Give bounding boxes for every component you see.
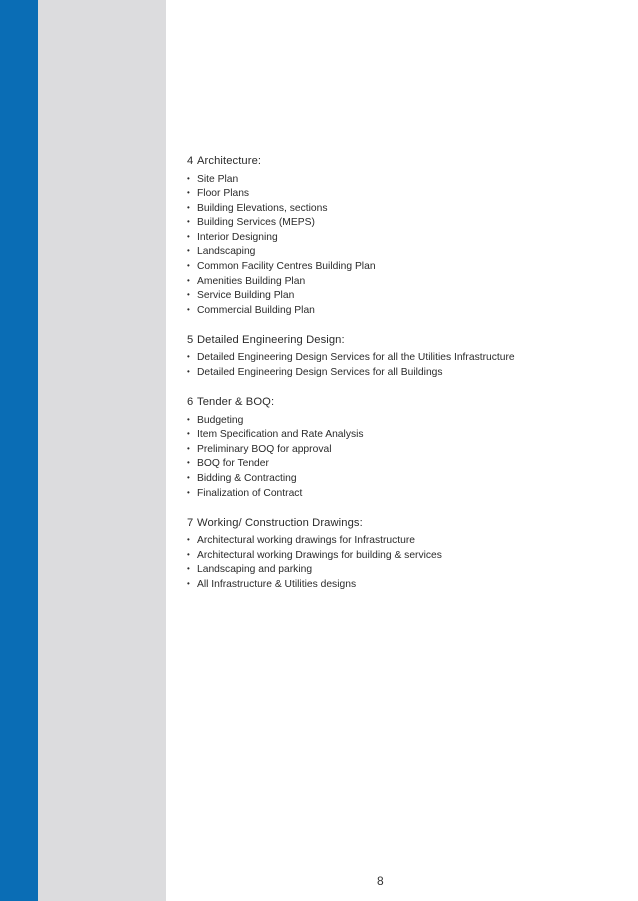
section-number: 4 <box>187 155 194 167</box>
list-item <box>187 487 607 502</box>
list-item <box>187 202 607 217</box>
list-item-text: Interior Designing <box>197 231 278 243</box>
list-item-text: Detailed Engineering Design Services for all Buildings <box>197 367 443 379</box>
left-accent-bar <box>0 0 38 901</box>
list-item-text: Commercial Building Plan <box>197 304 315 316</box>
bullet-icon: • <box>187 246 190 256</box>
section-title: Architecture: <box>197 155 262 167</box>
section-heading <box>187 333 607 348</box>
list-item-text: BOQ for Tender <box>197 458 269 470</box>
list-item-text: Budgeting <box>197 414 244 426</box>
list-item <box>187 304 607 319</box>
bullet-icon: • <box>187 304 190 314</box>
list-item <box>187 428 607 443</box>
list-item-text: Architectural working drawings for Infrastructure <box>197 535 416 547</box>
bullet-icon: • <box>187 275 190 285</box>
margin-band <box>38 0 166 901</box>
bullet-icon: • <box>187 367 190 377</box>
bullet-icon: • <box>187 549 190 559</box>
list-item <box>187 443 607 458</box>
list-item-text: Building Services (MEPS) <box>197 217 315 229</box>
list-item <box>187 216 607 231</box>
section-number: 6 <box>187 396 194 409</box>
list-item <box>187 351 607 366</box>
list-item-text: Finalization of Contract <box>197 487 303 499</box>
section-title: Tender & BOQ: <box>197 396 275 409</box>
list-item <box>187 275 607 290</box>
list-item <box>187 173 607 188</box>
section-title: Detailed Engineering Design: <box>197 333 345 346</box>
list-item <box>187 187 607 202</box>
bullet-icon: • <box>187 458 190 468</box>
list-item-text: Item Specification and Rate Analysis <box>197 429 364 441</box>
bullet-icon: • <box>187 231 190 241</box>
bullet-icon: • <box>187 173 190 183</box>
list-item-text: Preliminary BOQ for approval <box>197 443 332 455</box>
bullet-list <box>187 534 607 592</box>
bullet-icon: • <box>187 564 190 574</box>
list-item-text: Building Elevations, sections <box>197 202 328 214</box>
section-heading <box>187 516 607 531</box>
section-heading <box>187 154 607 169</box>
section-number: 5 <box>187 333 194 346</box>
list-item <box>187 366 607 381</box>
bullet-icon: • <box>187 429 190 439</box>
list-item-text: Landscaping and parking <box>197 564 313 576</box>
list-item <box>187 231 607 246</box>
bullet-icon: • <box>187 352 190 362</box>
bullet-icon: • <box>187 414 190 424</box>
bullet-icon: • <box>187 443 190 453</box>
section-architecture <box>187 154 607 318</box>
list-item <box>187 549 607 564</box>
bullet-icon: • <box>187 290 190 300</box>
list-item <box>187 245 607 260</box>
page-content <box>187 154 607 607</box>
list-item-text: Floor Plans <box>197 188 250 200</box>
list-item <box>187 472 607 487</box>
bullet-list <box>187 351 607 380</box>
list-item-text: Architectural working Drawings for building & services <box>197 549 442 561</box>
list-item-text: Bidding & Contracting <box>197 473 297 484</box>
bullet-icon: • <box>187 535 190 545</box>
list-item <box>187 260 607 275</box>
section-title: Working/ Construction Drawings: <box>197 516 363 529</box>
list-item <box>187 534 607 549</box>
list-item <box>187 414 607 429</box>
list-item-text: Site Plan <box>197 173 239 185</box>
section-number: 7 <box>187 516 194 529</box>
bullet-icon: • <box>187 473 190 482</box>
list-item <box>187 457 607 472</box>
list-item-text: Amenities Building Plan <box>197 275 306 287</box>
list-item-text: Service Building Plan <box>197 290 295 302</box>
bullet-icon: • <box>187 217 190 227</box>
bullet-icon: • <box>187 188 190 198</box>
bullet-icon: • <box>187 261 190 271</box>
bullet-icon: • <box>187 202 190 212</box>
list-item <box>187 289 607 304</box>
list-item-text: Common Facility Centres Building Plan <box>197 261 376 273</box>
section-tender-boq <box>187 395 607 501</box>
list-item <box>187 578 607 593</box>
bullet-list <box>187 414 607 502</box>
section-heading <box>187 395 607 410</box>
section-working-construction-drawings <box>187 516 607 593</box>
list-item-text: Landscaping <box>197 246 256 258</box>
bullet-list <box>187 173 607 319</box>
bullet-icon: • <box>187 487 190 497</box>
bullet-icon: • <box>187 578 190 588</box>
page-number: 8 <box>377 874 384 888</box>
list-item-text: Detailed Engineering Design Services for all the Utilities Infrastructure <box>197 352 515 364</box>
list-item-text: All Infrastructure & Utilities designs <box>197 578 357 590</box>
section-detailed-engineering-design <box>187 333 607 381</box>
list-item <box>187 563 607 578</box>
